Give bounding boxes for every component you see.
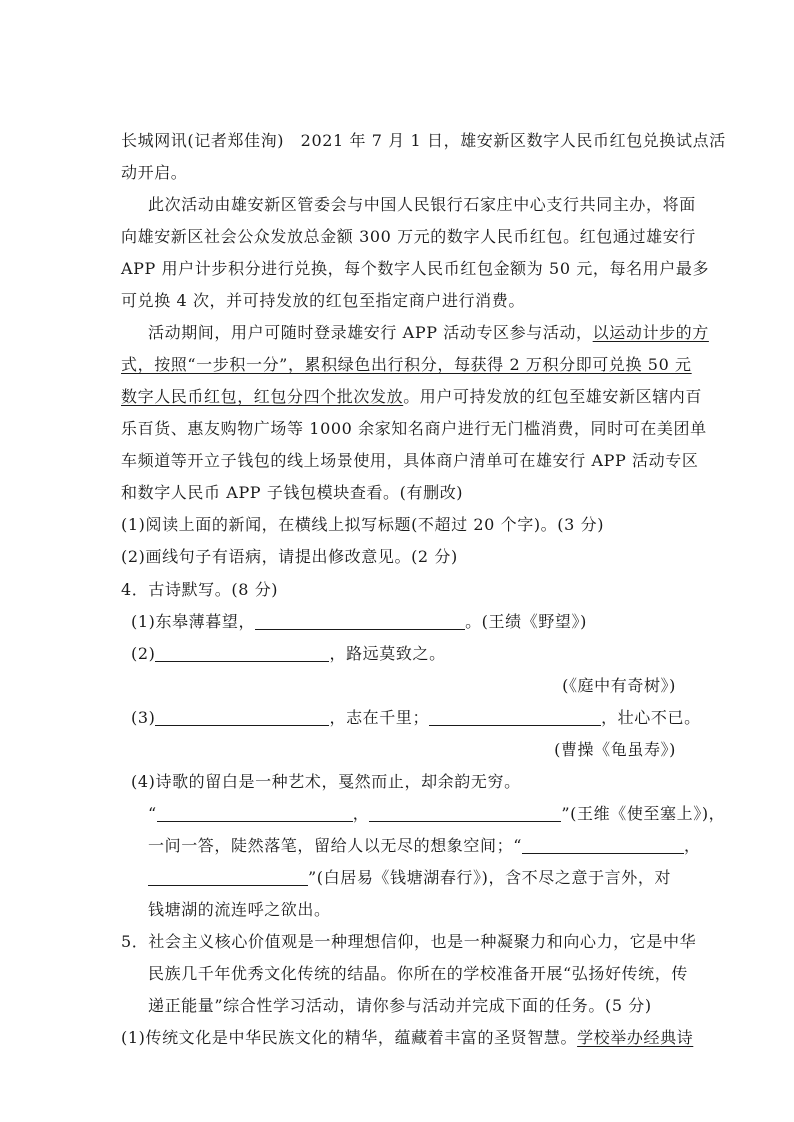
answer-blank[interactable] bbox=[522, 837, 684, 854]
news-line-6: 可兑换 4 次，并可持发放的红包至指定商户进行消费。 bbox=[121, 291, 525, 310]
q4-item-2 bbox=[131, 644, 446, 664]
q4-item-3 bbox=[131, 708, 701, 728]
q4-item-1-suffix: 。(王绩《野望》) bbox=[465, 612, 587, 631]
answer-blank[interactable] bbox=[429, 709, 601, 726]
answer-blank[interactable] bbox=[369, 805, 561, 822]
answer-blank[interactable] bbox=[155, 709, 329, 726]
comma: ， bbox=[683, 836, 701, 855]
news-line-4: 向雄安新区社会公众发放总金额 300 万元的数字人民币红包。红包通过雄安行 bbox=[121, 227, 696, 246]
comma: ， bbox=[352, 804, 370, 823]
q4-item-2-prefix: (2) bbox=[131, 644, 156, 663]
q4-item-1-prefix: (1)东皋薄暮望， bbox=[131, 612, 256, 631]
q5-line-1: 5．社会主义核心价值观是一种理想信仰，也是一种凝聚力和向心力，它是中华 bbox=[121, 932, 697, 951]
q4-item-3-source: (曹操《龟虽寿》) bbox=[554, 740, 676, 759]
q4-item-4-source-2: ”(白居易《钱塘湖春行》)，含不尽之意于言外，对 bbox=[308, 868, 672, 887]
q4-item-1 bbox=[131, 612, 587, 632]
q4-item-4-intro: (4)诗歌的留白是一种艺术，戛然而止，却余韵无穷。 bbox=[131, 772, 521, 791]
q4-item-2-suffix: ，路远莫致之。 bbox=[329, 644, 446, 663]
q4-item-4-line-4 bbox=[148, 868, 671, 888]
underlined-sentence-part-3: 数字人民币红包，红包分四个批次发放 bbox=[121, 387, 404, 406]
q5-line-3: 递正能量”综合性学习活动，请你参与活动并完成下面的任务。(5 分) bbox=[148, 996, 652, 1015]
q4-item-3-suffix: ，壮心不已。 bbox=[601, 708, 701, 727]
q5-underlined-text: 学校举办经典诗 bbox=[577, 1028, 694, 1047]
q4-item-4-source-1: ”(王维《使至塞上》)， bbox=[561, 804, 726, 823]
answer-blank[interactable] bbox=[155, 645, 329, 662]
q4-title: 4．古诗默写。(8 分) bbox=[121, 580, 279, 599]
q4-item-4-line-2 bbox=[148, 804, 725, 824]
q4-item-4-line-3 bbox=[148, 836, 701, 856]
underlined-sentence-part-2: 式，按照“一步积一分”，累积绿色出行积分，每获得 2 万积分即可兑换 50 元 bbox=[121, 355, 692, 374]
q4-item-2-source: (《庭中有奇树》) bbox=[562, 676, 676, 695]
q3-subquestion-2: (2)画线句子有语病，请提出修改意见。(2 分) bbox=[121, 547, 458, 566]
news-line-7 bbox=[148, 323, 709, 343]
q4-item-3-prefix: (3) bbox=[131, 708, 156, 727]
answer-blank[interactable] bbox=[148, 869, 308, 886]
news-line-2: 动开启。 bbox=[121, 163, 188, 182]
open-quote: “ bbox=[148, 804, 157, 823]
news-line-11: 车频道等开立子钱包的线上场景使用，具体商户清单可在雄安行 APP 活动专区 bbox=[121, 451, 699, 470]
q5-subquestion-1 bbox=[121, 1028, 693, 1048]
underlined-sentence-part-1: 以运动计步的方 bbox=[592, 323, 709, 342]
q5-line-2: 民族几千年优秀文化传统的结晶。你所在的学校准备开展“弘扬好传统，传 bbox=[148, 964, 688, 983]
news-line-9-plain: 。用户可持发放的红包至雄安新区辖内百 bbox=[403, 387, 703, 406]
news-line-1: 长城网讯(记者郑佳洵) 2021 年 7 月 1 日，雄安新区数字人民币红包兑换试点活 bbox=[121, 131, 726, 150]
q3-subquestion-1: (1)阅读上面的新闻，在横线上拟写标题(不超过 20 个字)。(3 分) bbox=[121, 515, 605, 534]
answer-blank[interactable] bbox=[157, 805, 353, 822]
q5-subquestion-1-text: (1)传统文化是中华民族文化的精华，蕴藏着丰富的圣贤智慧。 bbox=[121, 1028, 578, 1047]
q4-item-4-line-5: 钱塘湖的流连呼之欲出。 bbox=[148, 900, 331, 919]
q4-item-3-middle: ，志在千里； bbox=[329, 708, 430, 727]
q4-item-4-text: 一问一答，陡然落笔，留给人以无尽的想象空间；“ bbox=[148, 836, 522, 855]
answer-blank[interactable] bbox=[255, 613, 465, 630]
news-line-5: APP 用户计步积分进行兑换，每个数字人民币红包金额为 50 元，每名用户最多 bbox=[121, 259, 710, 278]
news-line-9 bbox=[121, 387, 702, 407]
news-line-3: 此次活动由雄安新区管委会与中国人民银行石家庄中心支行共同主办，将面 bbox=[148, 195, 696, 214]
news-line-12: 和数字人民币 APP 子钱包模块查看。(有删改) bbox=[121, 483, 464, 502]
news-line-10: 乐百货、惠友购物广场等 1000 余家知名商户进行无门槛消费，同时可在美团单 bbox=[121, 419, 707, 438]
news-line-7-plain: 活动期间，用户可随时登录雄安行 APP 活动专区参与活动， bbox=[148, 323, 593, 342]
